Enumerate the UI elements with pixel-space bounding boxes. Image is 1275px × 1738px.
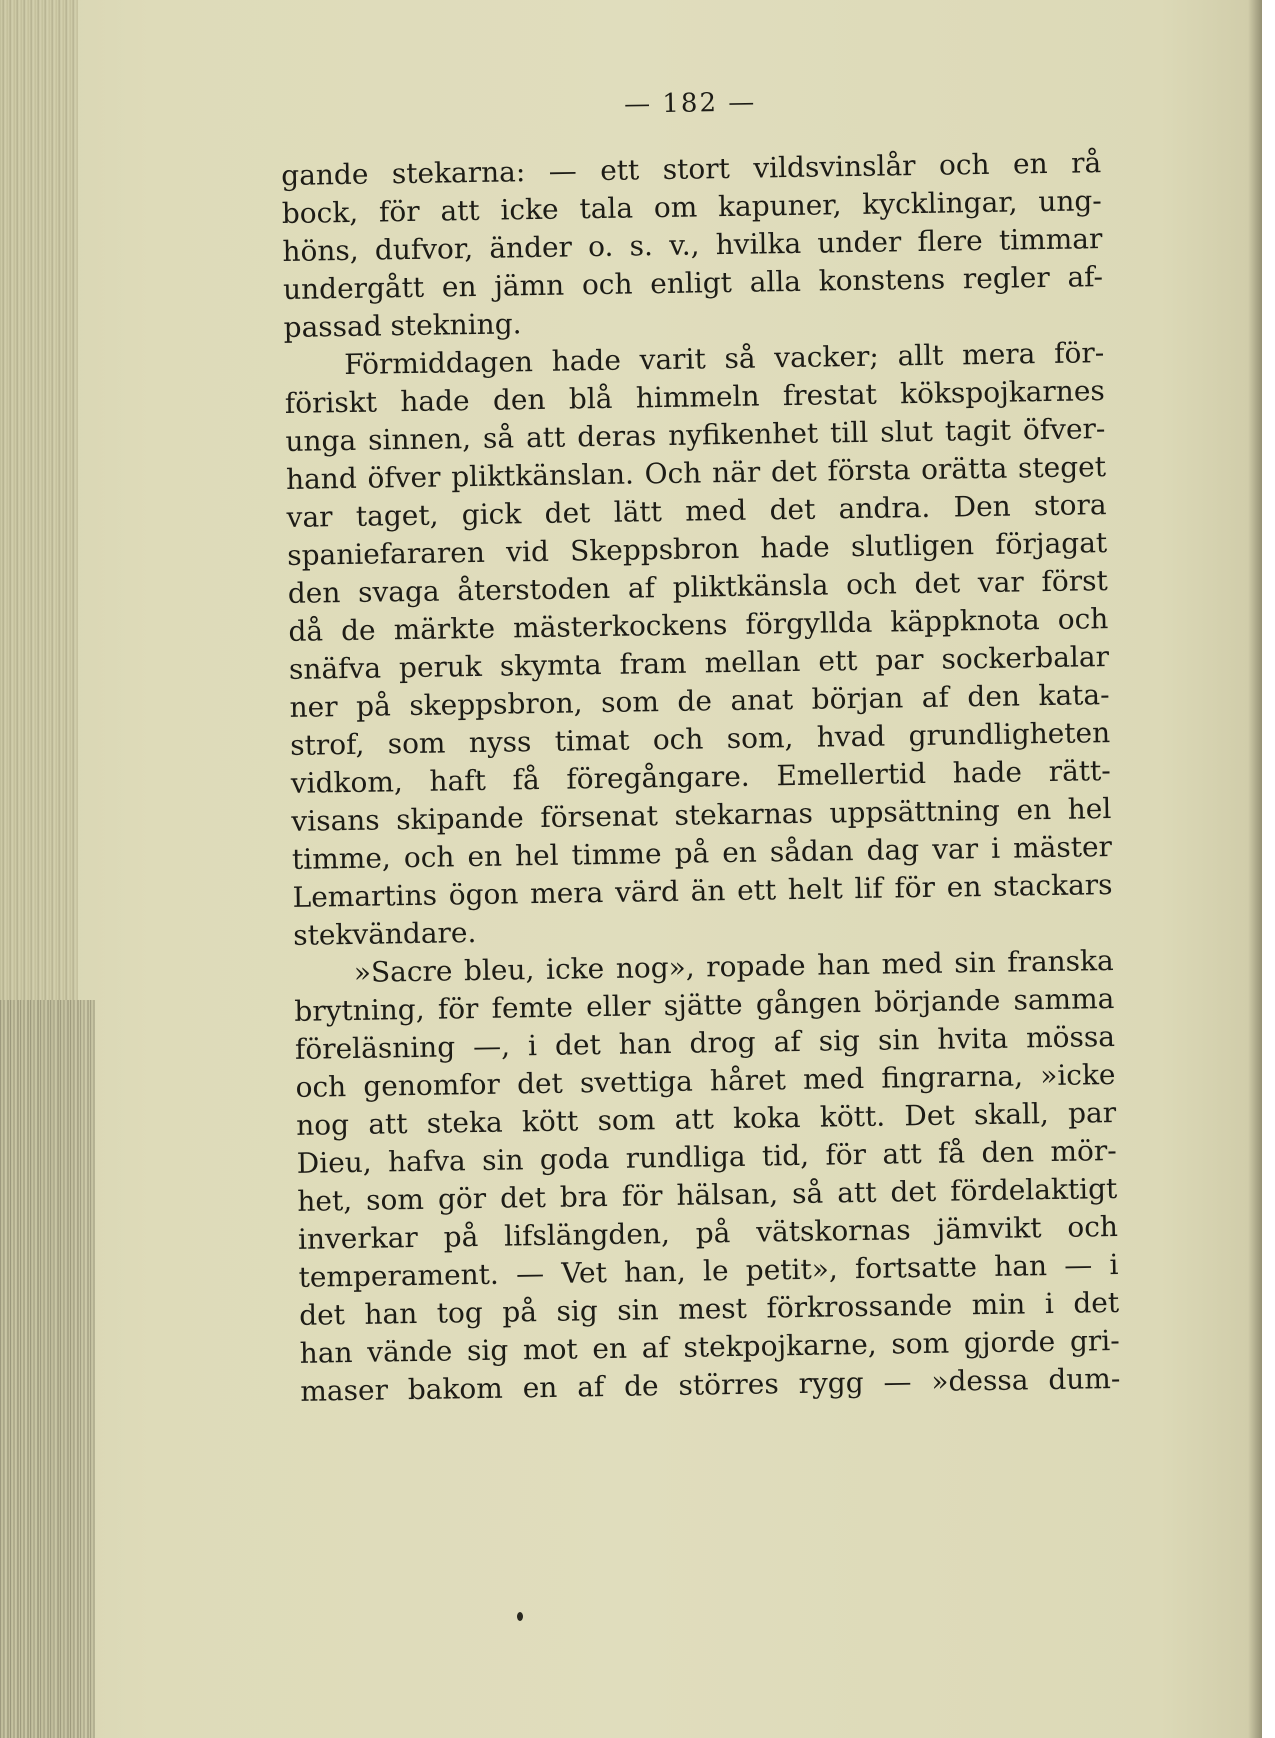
text-line: hand öfver pliktkänslan. Och när det första orätta steget [285, 450, 1107, 496]
text-line: höns, dufvor, änder o. s. v., hvilka under flere timmar [282, 222, 1103, 268]
text-line: föreläsning —, i det han drog af sig sin hvita mössa [294, 1020, 1116, 1066]
text-line: nog att steka kött som att koka kött. Det skall, par [295, 1095, 1117, 1142]
text-line: inverkar på lifslängden, på vätskornas jämvikt och [297, 1209, 1119, 1256]
text-line: spaniefararen vid Skeppsbron hade slutligen förjagat [286, 526, 1108, 572]
page-edge-shadow [1248, 0, 1262, 1738]
text-line: var taget, gick det lätt med det andra. Den stora [286, 488, 1107, 534]
text-line: han vände sig mot en af stekpojkarne, som gjorde gri- [299, 1323, 1120, 1370]
text-line: passad stekning. [283, 307, 522, 344]
text-line: snäfva peruk skymta fram mellan ett par sockerbalar [288, 640, 1110, 686]
text-line: ner på skeppsbron, som de anat början af den kata- [289, 678, 1110, 724]
text-line: den svaga återstoden af pliktkänsla och det var först [287, 564, 1108, 610]
text-line: det han tog på sig sin mest förkrossande min i det [298, 1285, 1120, 1332]
text-line: maser bakom en af de störres rygg — »dessa dum- [300, 1361, 1121, 1408]
text-line: då de märkte mästerkockens förgyllda käppknota och [288, 602, 1109, 648]
text-line: gande stekarna: — ett stort vildsvinslår och en rå [281, 146, 1102, 192]
text-line: timme, och en hel timme på en sådan dag var i mäster [291, 830, 1113, 876]
text-line: strof, som nyss timat och som, hvad grundligheten [289, 716, 1111, 762]
text-line: vidkom, haft få föregångare. Emellertid hade rätt- [290, 754, 1111, 800]
page-text-block [280, 82, 1121, 1408]
text-line: visans skipande försenat stekarnas uppsättning en hel [291, 792, 1112, 838]
text-line: föriskt hade den blå himmeln frestat kökspojkarnes [284, 374, 1106, 420]
text-line: undergått en jämn och enligt alla konstens regler af- [282, 260, 1104, 306]
text-line: »Sacre bleu, icke nog», ropade han med sin franska [353, 944, 1114, 989]
text-line: het, som gör det bra för hälsan, så att det fördelaktigt [297, 1171, 1118, 1218]
text-line: Dieu, hafva sin goda rundliga tid, för att få den mör- [296, 1133, 1117, 1180]
page-number: — 182 — [623, 87, 757, 120]
text-line: bock, för att icke tala om kapuner, kycklingar, ung- [281, 184, 1103, 230]
text-line: brytning, för femte eller sjätte gången börjande samma [294, 982, 1115, 1028]
ink-speck [517, 1612, 523, 1621]
text-line: unga sinnen, så att deras nyfikenhet till slut tagit öfver- [285, 412, 1106, 458]
text-line: temperament. — Vet han, le petit», fortsatte han — i [298, 1247, 1119, 1294]
text-line: Lemartins ögon mera värd än ett helt lif för en stackars [292, 868, 1113, 914]
text-line: stekvändare. [292, 916, 477, 952]
text-line: Förmiddagen hade varit så vacker; allt mera för- [343, 336, 1105, 382]
stacked-page-edges-lower [0, 1000, 95, 1738]
text-line: och genomfor det svettiga håret med fingrarna, »icke [295, 1057, 1116, 1104]
